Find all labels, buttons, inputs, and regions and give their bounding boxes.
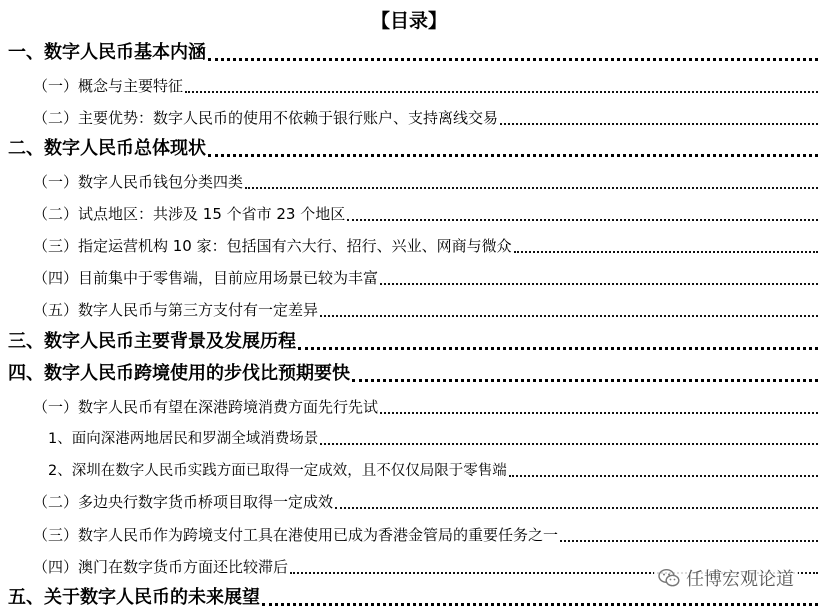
toc-section[interactable] [0,518,818,550]
toc-title: 【目录】 [370,10,447,32]
dot-leader [380,282,818,285]
dot-leader [208,153,818,157]
dot-leader [380,411,818,414]
dot-leader [262,602,818,606]
dot-leader [320,442,818,445]
toc-chapter[interactable] [0,133,818,165]
toc-chapter[interactable] [0,326,818,358]
toc-entry-text: （二）试点地区：共涉及 15 个省市 23 个地区 [33,205,346,223]
toc-section[interactable] [0,101,818,133]
dot-leader [352,378,818,382]
dot-leader [514,250,818,253]
watermark [654,566,798,590]
toc-chapter[interactable] [0,37,818,69]
toc-entry-text: （一）数字人民币有望在深港跨境消费方面先行先试 [33,398,379,416]
dot-leader [509,474,818,477]
toc-entry-text: （五）数字人民币与第三方支付有一定差异 [33,301,319,319]
toc-section[interactable] [0,69,818,101]
dot-leader [335,506,818,509]
dot-leader [320,314,818,317]
toc-entry-text: （二）主要优势：数字人民币的使用不依赖于银行账户、支持离线交易 [33,109,499,127]
toc-entry-text: 二、数字人民币总体现状 [8,138,206,159]
toc-entry-text: 五、关于数字人民币的未来展望 [8,587,260,608]
toc-entry-text: 四、数字人民币跨境使用的步伐比预期要快 [8,363,350,384]
toc-entry-text: （四）目前集中于零售端，目前应用场景已较为丰富 [33,269,379,287]
toc-entry-text: （三）指定运营机构 10 家：包括国有六大行、招行、兴业、网商与微众 [33,237,512,255]
dot-leader [347,218,818,221]
dot-leader [298,346,818,350]
toc-section[interactable] [0,165,818,197]
toc-entry-text: （一）概念与主要特征 [33,77,184,95]
dot-leader [500,122,818,125]
toc-section[interactable] [0,390,818,422]
toc-entry-text: （三）数字人民币作为跨境支付工具在港使用已成为香港金管局的重要任务之一 [33,526,559,544]
dot-leader [185,90,818,93]
toc-entry-text: 一、数字人民币基本内涵 [8,42,206,63]
dot-leader [560,539,818,542]
toc-section[interactable] [0,485,818,517]
dot-leader [208,57,818,61]
toc-entry-text: 2、深圳在数字人民币实践方面已取得一定成效，且不仅仅局限于零售端 [48,463,507,479]
toc-entry-text: （二）多边央行数字货币桥项目取得一定成效 [33,493,334,511]
toc-entry-text: 三、数字人民币主要背景及发展历程 [8,331,296,352]
dot-leader [245,186,818,189]
toc-chapter[interactable] [0,358,818,390]
toc-section[interactable] [0,197,818,229]
toc-subsection[interactable] [0,453,818,485]
wechat-icon [658,568,680,588]
toc-entry-text: （四）澳门在数字货币方面还比较滞后 [33,558,289,576]
toc-section[interactable] [0,261,818,293]
toc-entry-text: （一）数字人民币钱包分类四类 [33,173,244,191]
toc-section[interactable] [0,293,818,325]
toc-subsection[interactable] [0,421,818,453]
toc-entry-text: 1、面向深港两地居民和罗湖全域消费场景 [48,431,319,447]
watermark-text: 任博宏观论道 [686,569,794,590]
toc-section[interactable] [0,229,818,261]
